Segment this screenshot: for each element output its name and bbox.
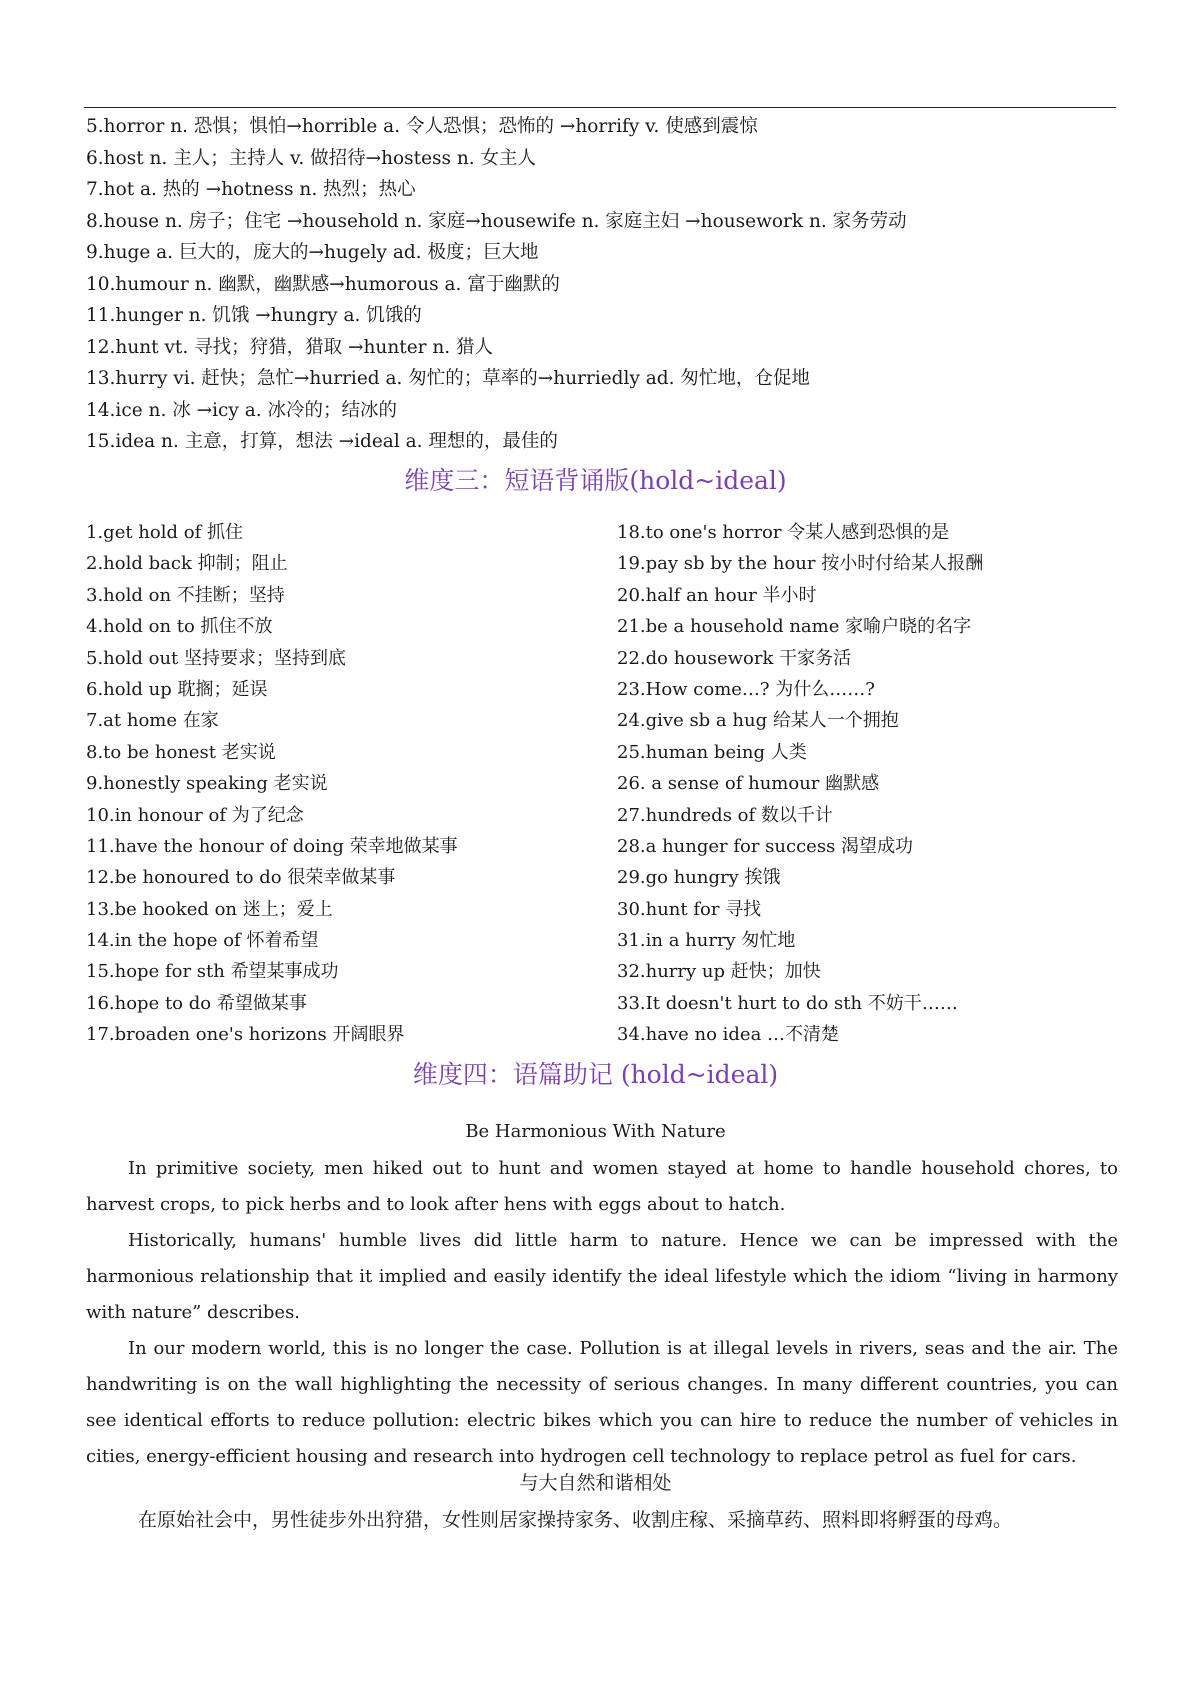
phrase-column-right <box>617 517 1137 1051</box>
phrase-item: 4.hold on to 抓住不放 <box>86 616 273 638</box>
phrase-item: 19.pay sb by the hour 按小时付给某人报酬 <box>617 553 984 575</box>
phrase-item: 22.do housework 干家务活 <box>617 647 852 669</box>
phrase-item: 23.How come…? 为什么……? <box>617 678 875 700</box>
phrase-item: 30.hunt for 寻找 <box>617 898 762 920</box>
chinese-passage-title: 与大自然和谐相处 <box>519 1472 672 1494</box>
phrase-item: 1.get hold of 抓住 <box>86 522 243 543</box>
chinese-passage-paragraph: 在原始社会中，男性徒步外出狩猎，女性则居家操持家务、收割庄稼、采摘草药、照料即将孵蛋的母鸡。 <box>138 1509 1013 1531</box>
passage-paragraph: Historically, humans' humble lives did little harm to nature. Hence we can be impressed with the harmonious relationship that it implied and easily identify the ideal lifestyle which the idiom “living in harmony with nature” describes. <box>86 1230 1118 1323</box>
phrase-item: 8.to be honest 老实说 <box>86 741 276 763</box>
phrase-item: 14.in the hope of 怀着希望 <box>86 930 319 952</box>
vocab-item: 8.house n. 房子；住宅 →household n. 家庭→housewife n. 家庭主妇 →housework n. 家务劳动 <box>86 210 907 232</box>
vocab-item: 13.hurry vi. 赶快；急忙→hurried a. 匆忙的；草率的→hurriedly ad. 匆忙地，仓促地 <box>86 368 810 389</box>
vocab-item: 9.huge a. 巨大的，庞大的→hugely ad. 极度；巨大地 <box>86 242 539 263</box>
phrase-item: 24.give sb a hug 给某人一个拥抱 <box>617 710 899 732</box>
phrase-item: 25.human being 人类 <box>617 741 807 763</box>
phrase-item: 2.hold back 抑制；阻止 <box>86 553 288 575</box>
vocab-item: 10.humour n. 幽默，幽默感→humorous a. 富于幽默的 <box>86 273 560 295</box>
phrase-item: 26. a sense of humour 幽默感 <box>617 773 880 795</box>
passage-paragraph: In our modern world, this is no longer the case. Pollution is at illegal levels in rivers, seas and the air. The handwriting is on the wall highlighting the necessity of serious changes. In many different countries, you can see identical efforts to reduce pollution: electric bikes which you can hire to reduce the number of vehicles in cities, energy-efficient housing and research into hydrogen cell technology to replace petrol as fuel for cars. <box>86 1338 1118 1467</box>
phrase-item: 27.hundreds of 数以千计 <box>617 804 833 826</box>
phrase-item: 12.be honoured to do 很荣幸做某事 <box>86 867 396 889</box>
vocab-item: 11.hunger n. 饥饿 →hungry a. 饥饿的 <box>86 305 422 326</box>
phrase-item: 11.have the honour of doing 荣幸地做某事 <box>86 835 458 857</box>
phrase-item: 18.to one's horror 令某人感到恐惧的是 <box>617 522 950 543</box>
vocab-item: 6.host n. 主人；主持人 v. 做招待→hostess n. 女主人 <box>86 147 537 169</box>
phrase-item: 29.go hungry 挨饿 <box>617 867 781 889</box>
phrase-item: 7.at home 在家 <box>86 710 219 732</box>
passage-title: Be Harmonious With Nature <box>465 1121 726 1142</box>
phrase-item: 3.hold on 不挂断；坚持 <box>86 584 285 606</box>
phrase-item: 32.hurry up 赶快；加快 <box>617 961 821 983</box>
phrase-item: 13.be hooked on 迷上；爱上 <box>86 898 333 920</box>
phrase-item: 5.hold out 坚持要求；坚持到底 <box>86 647 346 669</box>
header-rule <box>84 107 1116 108</box>
phrase-item: 34.have no idea …不清楚 <box>617 1024 840 1046</box>
phrase-column-left <box>86 517 586 1051</box>
phrase-item: 21.be a household name 家喻户晓的名字 <box>617 616 972 638</box>
vocab-item: 5.horror n. 恐惧；惧怕→horrible a. 令人恐惧；恐怖的 →horrify v. 使感到震惊 <box>86 116 758 137</box>
phrase-item: 33.It doesn't hurt to do sth 不妨干…… <box>617 992 958 1014</box>
phrase-item: 15.hope for sth 希望某事成功 <box>86 961 339 983</box>
vocab-item: 7.hot a. 热的 →hotness n. 热烈；热心 <box>86 179 416 200</box>
passage-paragraph: In primitive society, men hiked out to hunt and women stayed at home to handle household chores, to harvest crops, to pick herbs and to look after hens with eggs about to hatch. <box>86 1158 1118 1215</box>
vocabulary-list <box>86 111 1116 458</box>
section4-title: 维度四：语篇助记 (hold~ideal) <box>412 1060 779 1089</box>
phrase-item: 9.honestly speaking 老实说 <box>86 773 328 795</box>
phrase-item: 10.in honour of 为了纪念 <box>86 804 304 826</box>
vocab-item: 12.hunt vt. 寻找；狩猎，猎取 →hunter n. 猎人 <box>86 336 494 358</box>
phrase-item: 6.hold up 耽搁；延误 <box>86 678 268 700</box>
phrase-item: 31.in a hurry 匆忙地 <box>617 930 796 952</box>
phrase-item: 16.hope to do 希望做某事 <box>86 992 307 1014</box>
vocab-item: 15.idea n. 主意，打算，想法 →ideal a. 理想的，最佳的 <box>86 431 558 452</box>
phrase-item: 20.half an hour 半小时 <box>617 584 817 606</box>
phrase-item: 28.a hunger for success 渴望成功 <box>617 835 914 857</box>
phrase-item: 17.broaden one's horizons 开阔眼界 <box>86 1024 405 1046</box>
vocab-item: 14.ice n. 冰 →icy a. 冰冷的；结冰的 <box>86 399 397 421</box>
section3-title: 维度三：短语背诵版(hold~ideal) <box>404 466 787 495</box>
